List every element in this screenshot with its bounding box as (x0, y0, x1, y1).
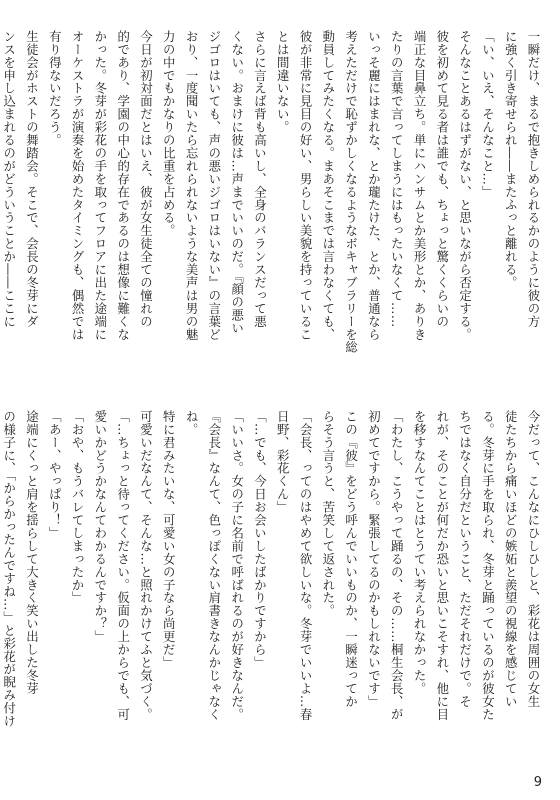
text-line: ちではなく自分だということ、ただそれだけで。そ (457, 410, 473, 708)
text-line: そんなことあるはずがない、と思いながら否定する。 (457, 30, 473, 341)
text-line: 特に君みたいな、可愛い女の子なら尚更だ」 (161, 410, 177, 669)
text-line: 考えただけで恥ずかしくなるようなボキャブラリーを総 (343, 30, 359, 354)
text-line: 可愛いだなんて、そんな…と照れかけてふと気づく。 (138, 410, 154, 721)
text-line: ンスを申し込まれるのがどういうことか――ここに (1, 30, 17, 328)
text-line: さらに言えば背も高いし、全身のバランスだって悪 (252, 30, 268, 328)
text-line: 「わたし、こうやって踊るの、その……桐生会長、が (389, 410, 405, 721)
page-number: 9 (533, 775, 542, 790)
text-line: に強く引き寄せられ――またふっと離れる。 (503, 30, 519, 289)
lower-text-column (1, 410, 544, 762)
text-line: 『会長』なんて、色っぽくない肩書きなんかじゃなく (206, 410, 222, 721)
text-line: 「会長、ってのはやめて欲しいな。冬芽でいいよ…春 (298, 410, 314, 721)
text-line: 「…ちょっと待ってください。仮面の上からでも、可 (115, 410, 131, 721)
text-line: たりの言葉で言ってしまうにはもったいなくて…… (389, 30, 405, 328)
text-line: 力の中でもかなりの比重を占める。 (161, 30, 177, 238)
text-line: 徒たちから痛いほどの嫉妬と羨望の視線を感じてい (503, 410, 519, 708)
text-line: 愛いかどうかなんてわかるんですか？」 (92, 410, 108, 644)
text-line: を移すなんてことはとうてい考えられなかった。 (412, 410, 428, 695)
text-line: 今日が初対面だとはいえ、彼が女生徒全ての憧れの (138, 30, 154, 328)
text-line: 初めてですから。緊張してるのかもしれないです」 (366, 410, 382, 708)
text-line: の様子に、「からかったんですね…」と彩花が睨み付け (1, 410, 17, 728)
text-line: 「おや、もうバレてしまったか」 (70, 410, 86, 605)
text-line: 動員してみたくなる。まあそこまでは言わなくても、 (320, 30, 336, 341)
text-line: らそう言うと、苦笑して返された。 (320, 410, 336, 618)
text-line: この『彼』をどう呼んでいいものか、一瞬迷ってか (343, 410, 359, 708)
text-line: れが、そのことが何だか恐いと思いこそすれ、他に目 (434, 410, 450, 721)
text-line: おり、一度聞いたら忘れられないような美声は男の魅 (184, 30, 200, 341)
text-line: 「…でも、今日お会いしたばかりですから」 (252, 410, 268, 669)
text-line: ね。 (184, 410, 200, 436)
text-line: いっそ麗にはまれな、とか瓏たけた、とか、普通なら (366, 30, 382, 341)
text-line: かった。冬芽が彩花の手を取ってフロアに出た途端に (92, 30, 108, 341)
text-line: 的であり、学園の中心的存在であるのは想像に難くな (115, 30, 131, 341)
text-line: 彼が非常に見目の好い、男らしい美貌を持っているこ (298, 30, 314, 341)
text-line: 端正な目鼻立ち。単にハンサムとか美形とか、ありき (412, 30, 428, 341)
text-line: 「いいさ。女の子に名前で呼ばれるのが好きなんだ。 (229, 410, 245, 721)
text-line: 今だって、こんなにひしひしと、彩花は周囲の女生 (526, 410, 541, 708)
text-line: る。冬芽に手を取られ、冬芽と踊っているのが彼女た (480, 410, 496, 721)
text-line: 途端にくっと肩を揺らして大きく笑い出した冬芽 (24, 410, 40, 695)
text-line: 彼を初めて見る者は誰でも、ちょっと驚くくらいの (434, 30, 450, 328)
text-line: 一瞬だけ、まるで抱きしめられるかのように彼の方 (526, 30, 541, 328)
text-line: とは間違いない。 (275, 30, 291, 134)
text-line: 「あー、やっぱり！」 (47, 410, 63, 540)
text-line: 「い、いえ、そんなこと…」 (480, 30, 496, 199)
text-line: くない。おまけに彼は…声までいいのだ。『顔の悪い (229, 30, 245, 335)
text-line: 日野、彩花くん」 (275, 410, 291, 514)
text-line: ジゴロはいても、声の悪いジゴロはいない』の言葉ど (206, 30, 222, 341)
text-line: 生徒会がホストの舞踏会。そこで、会長の冬芽にダ (24, 30, 40, 328)
upper-text-column (1, 30, 544, 382)
text-line: 有り得ないだろう。 (47, 30, 63, 147)
text-line: オーケストラが演奏を始めたタイミングも、偶然では (70, 30, 86, 341)
